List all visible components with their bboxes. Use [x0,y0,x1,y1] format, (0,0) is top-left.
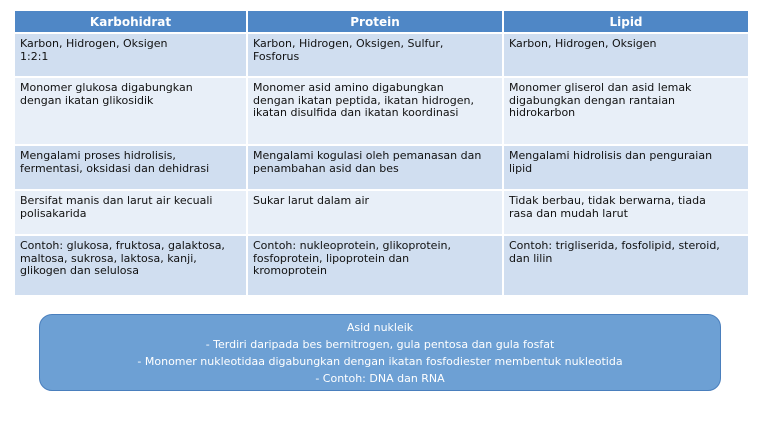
table-cell: Mengalami proses hidrolisis, fermentasi, oksidasi dan dehidrasi [15,145,247,190]
nucleic-acid-line: - Contoh: DNA dan RNA [315,371,445,385]
table-cell: Tidak berbau, tidak berwarna, tiada rasa dan mudah larut [503,190,748,235]
table-cell: Contoh: glukosa, fruktosa, galaktosa, maltosa, sukrosa, laktosa, kanji, glikogen dan selulosa [15,235,247,295]
table-cell: Bersifat manis dan larut air kecuali polisakarida [15,190,247,235]
table-row [15,145,748,190]
header-lipid: Lipid [503,11,748,33]
table-cell: Monomer glukosa digabungkan dengan ikatan glikosidik [15,77,247,145]
comparison-table [15,11,748,295]
table-row [15,33,748,77]
table-header-row [15,11,748,33]
table-row [15,190,748,235]
table-row [15,77,748,145]
table-cell: Monomer asid amino digabungkan dengan ikatan peptida, ikatan hidrogen, ikatan disulfida dan ikatan koordinasi [247,77,503,145]
nucleic-acid-box [39,314,721,391]
header-protein: Protein [247,11,503,33]
nucleic-acid-line: - Monomer nukleotidaa digabungkan dengan ikatan fosfodiester membentuk nukleotida [137,354,623,368]
table-cell: Karbon, Hidrogen, Oksigen 1:2:1 [15,33,247,77]
table-cell: Contoh: trigliserida, fosfolipid, steroid, dan lilin [503,235,748,295]
table-cell: Mengalami hidrolisis dan penguraian lipid [503,145,748,190]
table-cell: Karbon, Hidrogen, Oksigen [503,33,748,77]
table-row [15,235,748,295]
table-cell: Mengalami kogulasi oleh pemanasan dan penambahan asid dan bes [247,145,503,190]
nucleic-acid-line: - Terdiri daripada bes bernitrogen, gula pentosa dan gula fosfat [205,337,555,351]
table-cell: Monomer gliserol dan asid lemak digabungkan dengan rantaian hidrokarbon [503,77,748,145]
nucleic-acid-title: Asid nukleik [346,320,414,334]
table-cell: Sukar larut dalam air [247,190,503,235]
table-cell: Karbon, Hidrogen, Oksigen, Sulfur, Fosforus [247,33,503,77]
table-cell: Contoh: nukleoprotein, glikoprotein, fosfoprotein, lipoprotein dan kromoprotein [247,235,503,295]
header-karbohidrat: Karbohidrat [15,11,247,33]
